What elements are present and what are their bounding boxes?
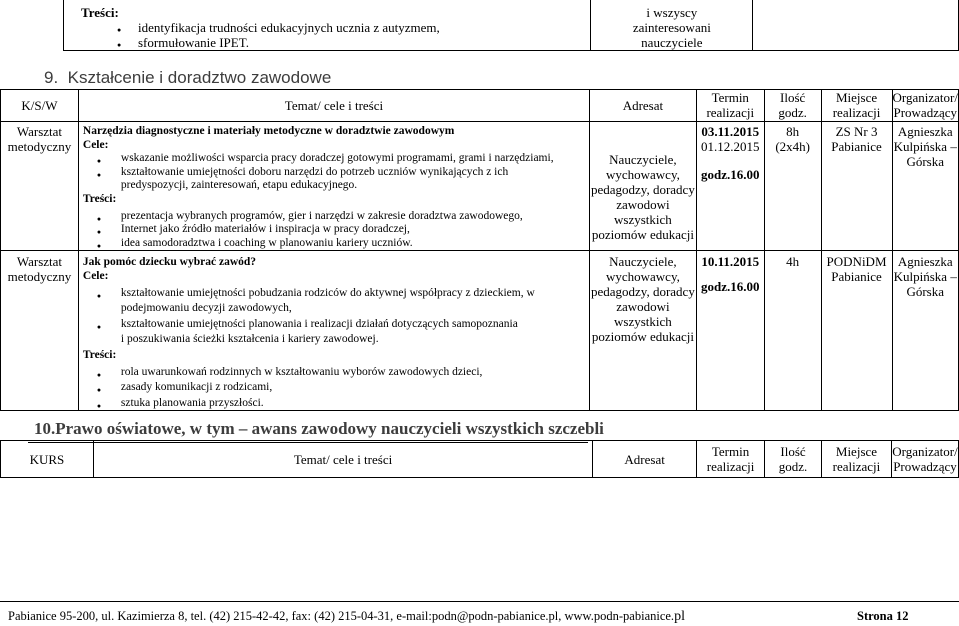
- footer-address-suffix: pl: [674, 609, 685, 624]
- header-line: Termin: [711, 444, 750, 459]
- list-item: ● wskazanie możliwości wsparcia pracy doradczej gotowymi programami, grami i narzędziami,: [83, 152, 589, 166]
- cele-list: [83, 318, 589, 332]
- list-item-continuation: i poszukiwania ścieżki kształcenia i kariery zawodowej.: [120, 333, 379, 346]
- tresci-label: Treści:: [82, 192, 117, 205]
- organizator-line: Agnieszka: [897, 124, 953, 139]
- row-ilosc: [764, 251, 821, 411]
- header-line: realizacji: [706, 105, 755, 120]
- termin-time: godz.16.00: [701, 279, 760, 295]
- top-tresci-label: Treści:: [81, 5, 119, 20]
- ksw-line: Warsztat: [16, 254, 63, 270]
- section-9-heading: [44, 68, 331, 88]
- top-adresat-line: zainteresowani: [632, 20, 711, 35]
- organizator-line: Górska: [906, 154, 945, 169]
- header-line: Prowadzący: [893, 105, 958, 120]
- list-item: ● rola uwarunkowań rodzinnych w kształtowaniu wyborów zawodowych dzieci,: [83, 366, 589, 380]
- row-adresat: [590, 122, 697, 251]
- main-table: [0, 89, 959, 411]
- adresat-line: wychowawcy,: [605, 167, 680, 182]
- table-header-row: [1, 441, 959, 478]
- workshop-title: Narzędzia diagnostyczne i materiały metodyczne w doradztwie zawodowym: [82, 125, 455, 137]
- miejsce-line: PODNiDM: [826, 254, 887, 270]
- miejsce-line: Pabianice: [831, 269, 882, 285]
- organizator-line: Kulpińska –: [893, 139, 957, 154]
- header-line: Organizator/: [892, 444, 958, 459]
- cele-list: [83, 287, 589, 301]
- list-item-continuation: predyspozycji, zainteresowań, etapu edukacyjnego.: [120, 179, 358, 192]
- termin-date: 03.11.2015: [701, 124, 760, 139]
- header-line: Miejsce: [835, 90, 878, 105]
- ilosc-value: (2x4h): [775, 139, 810, 154]
- adresat-line: wszystkich: [614, 314, 672, 330]
- header-line: godz.: [778, 105, 807, 120]
- list-item: ● kształtowanie umiejętności doboru narzędzi do potrzeb uczniów wynikających z ich: [83, 166, 589, 180]
- header-line: realizacji: [832, 105, 881, 120]
- header-miejsce: [822, 441, 892, 478]
- page-number: Strona 12: [857, 609, 909, 623]
- tresci-list: [83, 210, 589, 251]
- row-organizator: [892, 122, 959, 251]
- header-adresat: Adresat: [590, 90, 697, 122]
- header-line: Organizator/: [892, 90, 958, 105]
- header-temat: Temat/ cele i treści: [78, 90, 589, 122]
- header-organizator: [891, 441, 958, 478]
- workshop-title: Jak pomóc dziecku wybrać zawód?: [82, 256, 257, 269]
- adresat-line: poziomów edukacji: [591, 329, 694, 345]
- ksw-line: Warsztat: [16, 124, 63, 139]
- adresat-line: Nauczyciele,: [609, 254, 677, 270]
- termin-date: 10.11.2015: [701, 254, 760, 270]
- termin-date: 01.12.2015: [701, 139, 760, 154]
- row-ilosc: [764, 122, 821, 251]
- list-item-continuation: podejmowaniu decyzji zawodowych,: [120, 302, 292, 315]
- list-item: ● kształtowanie umiejętności pobudzania rodziców do aktywnej współpracy z dzieckiem, w: [83, 287, 589, 301]
- top-tresci-list: [81, 20, 590, 50]
- header-termin: [696, 90, 764, 122]
- miejsce-line: Pabianice: [831, 139, 882, 154]
- page-footer: [0, 601, 959, 626]
- top-adresat-line: nauczyciele: [641, 35, 703, 50]
- header-line: Miejsce: [835, 444, 878, 459]
- section-10-heading: [34, 419, 604, 439]
- list-item: ● sztuka planowania przyszłości.: [83, 397, 589, 411]
- row-ksw: [1, 122, 79, 251]
- header-line: Prowadzący: [893, 459, 957, 474]
- list-item: ● identyfikacja trudności edukacyjnych ucznia z autyzmem,: [81, 20, 590, 35]
- header-line: Termin: [711, 90, 749, 105]
- row-termin: [696, 122, 764, 251]
- table-header-row: [1, 90, 959, 122]
- list-item: ● sformułowanie IPET.: [81, 35, 590, 50]
- organizator-line: Górska: [906, 284, 945, 300]
- top-content-cell: [64, 0, 591, 51]
- organizator-line: Agnieszka: [897, 254, 953, 270]
- list-item: ● Internet jako źródło materiałów i inspiracja w pracy doradczej,: [83, 223, 589, 237]
- table-row: [1, 122, 959, 251]
- top-adresat-cell: [591, 0, 753, 51]
- cele-list: [83, 152, 589, 179]
- row-content: [78, 251, 589, 411]
- footer-address-text: Pabianice 95-200, ul. Kazimierza 8, tel. (42) 215-42-42, fax: (42) 215-04-31, e-mail:podn@podn-pabianice.pl, www.podn-pabianice.: [8, 609, 675, 623]
- adresat-line: poziomów edukacji: [591, 227, 694, 242]
- tresci-list: [83, 366, 589, 411]
- row-termin: [696, 251, 764, 411]
- header-line: Ilość: [780, 444, 806, 459]
- termin-spacer: [697, 154, 764, 167]
- header-line: realizacji: [832, 459, 881, 474]
- row-adresat: [590, 251, 697, 411]
- section-number: 9.: [44, 68, 59, 87]
- header-organizator: [892, 90, 959, 122]
- row-miejsce: [821, 122, 892, 251]
- adresat-line: pedagodzy, doradcy: [590, 284, 695, 300]
- list-item: ● prezentacja wybranych programów, gier i narzędzi w zakresie doradztwa zawodowego,: [83, 210, 589, 224]
- row-miejsce: [821, 251, 892, 411]
- header-line: godz.: [778, 459, 808, 474]
- termin-spacer: [697, 269, 764, 279]
- footer-address: [8, 609, 685, 625]
- ksw-line: metodyczny: [7, 269, 72, 285]
- list-item: ● zasady komunikacji z rodzicami,: [83, 381, 589, 395]
- organizator-line: Kulpińska –: [893, 269, 957, 285]
- miejsce-line: ZS Nr 3: [835, 124, 878, 139]
- header-ilosc: [765, 441, 822, 478]
- list-item: ● kształtowanie umiejętności planowania i realizacji działań dotyczących samopoznania: [83, 318, 589, 332]
- adresat-line: zawodowi: [616, 299, 670, 315]
- adresat-line: wychowawcy,: [605, 269, 680, 285]
- header-line: Ilość: [780, 90, 806, 105]
- adresat-line: zawodowi: [616, 197, 670, 212]
- header-adresat: Adresat: [593, 441, 697, 478]
- header-line: realizacji: [706, 459, 755, 474]
- header-ksw: K/S/W: [1, 90, 79, 122]
- row-organizator: [892, 251, 959, 411]
- adresat-line: pedagodzy, doradcy: [590, 182, 695, 197]
- header-miejsce: [821, 90, 892, 122]
- ilosc-value: 8h: [786, 124, 800, 139]
- header-kurs: KURS: [1, 441, 94, 478]
- row-ksw: [1, 251, 79, 411]
- section-title: Kształcenie i doradztwo zawodowe: [67, 68, 332, 87]
- top-adresat-line: i wszyscy: [646, 5, 698, 20]
- header-termin: [697, 441, 765, 478]
- tresci-label: Treści:: [82, 348, 117, 361]
- ilosc-value: 4h: [786, 254, 800, 270]
- section-number: 10.: [34, 419, 56, 438]
- ksw-line: metodyczny: [7, 139, 72, 154]
- row-content: [78, 122, 589, 251]
- top-empty-cell: [753, 0, 959, 51]
- cele-label: Cele:: [82, 269, 109, 282]
- cele-label: Cele:: [82, 138, 109, 151]
- section-title: Prawo oświatowe, w tym – awans zawodowy nauczycieli wszystkich szczebli: [55, 419, 604, 438]
- list-item: ● idea samodoradztwa i coaching w planowaniu kariery uczniów.: [83, 237, 589, 251]
- table-10: [0, 440, 959, 478]
- termin-time: godz.16.00: [701, 167, 760, 182]
- adresat-line: Nauczyciele,: [609, 152, 677, 167]
- header-temat: Temat/ cele i treści: [93, 441, 592, 478]
- table-row: [1, 251, 959, 411]
- top-table: [63, 0, 959, 51]
- adresat-line: wszystkich: [614, 212, 672, 227]
- header-ilosc: [764, 90, 821, 122]
